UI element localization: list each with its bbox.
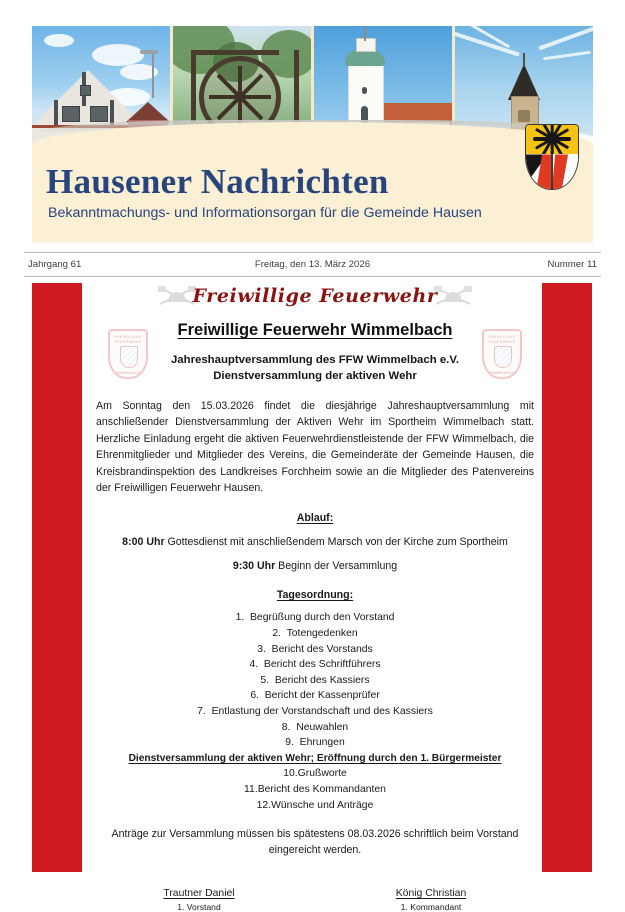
agenda-item: 4. Bericht des Schriftführers bbox=[249, 659, 381, 671]
dateline-date: Freitag, den 13. März 2026 bbox=[254, 259, 371, 270]
ffw-badge-top-text: FREIWILLIGE FEUERWEHR bbox=[488, 335, 516, 344]
signature-block bbox=[96, 888, 534, 912]
agenda-section-separator: Dienstversammlung der aktiven Wehr; Eröffnung durch den 1. Bürgermeister bbox=[128, 752, 502, 764]
agenda-item: 9. Ehrungen bbox=[285, 737, 345, 749]
agenda-item: 7. Entlastung der Vorstandschaft und des Kassiers bbox=[197, 706, 433, 717]
dateline-bar bbox=[24, 252, 601, 277]
ffw-emblem-badge-left bbox=[108, 329, 148, 379]
article-fire-brigade-annual-meeting bbox=[96, 283, 534, 912]
masthead-subtitle: Bekanntmachungs- und Informationsorgan für die Gemeinde Hausen bbox=[48, 205, 482, 221]
article-headline: Freiwillige Feuerwehr Wimmelbach bbox=[177, 321, 453, 339]
gemeinde-hausen-coat-of-arms-icon bbox=[525, 124, 579, 190]
crossed-axes-helmet-icon bbox=[154, 284, 200, 308]
masthead-title-block bbox=[46, 164, 546, 221]
signature-role: 1. Vorstand bbox=[177, 902, 221, 912]
right-red-sidebar bbox=[542, 283, 592, 872]
left-red-sidebar bbox=[32, 283, 82, 872]
ffw-badge-bottom-text: WIMMELBACH bbox=[490, 371, 514, 375]
dateline-number: Nummer 11 bbox=[547, 259, 597, 270]
ffw-emblem-badge-right bbox=[482, 329, 522, 379]
schedule-text: Gottesdienst mit anschließendem Marsch von der Kirche zum Sportheim bbox=[164, 536, 508, 549]
agenda-item: 12.Wünsche und Anträge bbox=[256, 799, 374, 811]
article-subtitle-2: Dienstversammlung der aktiven Wehr bbox=[213, 370, 417, 382]
article-body-paragraph: Am Sonntag den 15.03.2026 findet die diesjährige Jahreshauptversammlung mit anschließender Dienstversammlung der Aktiven Wehr im Sportheim Wimmelbach statt. Herzliche Einladung ergeht die aktiven Feuerwehrdienstleistende der FFW Wimmelbach, die Ehrenmitglieder und Mitglieder des Vereins, die Gemeinderäte der Gemeinde Hausen, die Kreisbrandinspektion des Landkreises Forchheim sowie an die Mitglieder des Patenvereins der Freiwilligen Feuerwehr Hausen. bbox=[96, 400, 534, 495]
dateline-volume: Jahrgang 61 bbox=[28, 259, 82, 270]
agenda-list bbox=[96, 610, 534, 813]
agenda-item: 5. Bericht des Kassiers bbox=[260, 674, 370, 686]
agenda-item: 1. Begrüßung durch den Vorstand bbox=[235, 612, 395, 624]
ffw-badge-top-text: FREIWILLIGE FEUERWEHR bbox=[114, 335, 142, 344]
masthead bbox=[32, 26, 593, 244]
agenda-item: 2. Totengedenken bbox=[272, 628, 358, 640]
crossed-axes-helmet-icon bbox=[430, 284, 476, 308]
fraktur-banner-text: Freiwillige Feuerwehr bbox=[192, 285, 438, 307]
agenda-item: 11.Bericht des Kommandanten bbox=[244, 783, 386, 795]
article-subtitle-1: Jahreshauptversammlung des FFW Wimmelbach e.V. bbox=[170, 354, 460, 366]
signature-role: 1. Kommandant bbox=[400, 902, 462, 912]
agenda-item: 10.Grußworte bbox=[283, 768, 347, 780]
ffw-badge-bottom-text: WIMMELBACH bbox=[116, 371, 140, 375]
fraktur-banner-row bbox=[96, 283, 534, 309]
schedule-text: Beginn der Versammlung bbox=[275, 560, 398, 573]
agenda-heading: Tagesordnung: bbox=[276, 589, 354, 602]
schedule-time: 8:00 Uhr bbox=[122, 536, 165, 549]
schedule-time: 9:30 Uhr bbox=[232, 560, 276, 573]
agenda-item: 3. Bericht des Vorstands bbox=[257, 643, 373, 655]
signature-name: König Christian bbox=[395, 888, 467, 900]
page-title: Hausener Nachrichten bbox=[46, 162, 389, 201]
signature-name: Trautner Daniel bbox=[163, 888, 235, 900]
signature-vorstand bbox=[114, 888, 284, 912]
agenda-item: 8. Neuwahlen bbox=[281, 721, 349, 733]
schedule-entry bbox=[96, 560, 534, 572]
schedule-heading: Ablauf: bbox=[296, 512, 334, 525]
agenda-item: 6. Bericht der Kassenprüfer bbox=[250, 690, 380, 702]
schedule-entry bbox=[96, 536, 534, 548]
article-closing-note: Anträge zur Versammlung müssen bis spätestens 08.03.2026 schriftlich beim Vorstand eingereicht werden. bbox=[111, 828, 519, 857]
signature-kommandant bbox=[346, 888, 516, 912]
